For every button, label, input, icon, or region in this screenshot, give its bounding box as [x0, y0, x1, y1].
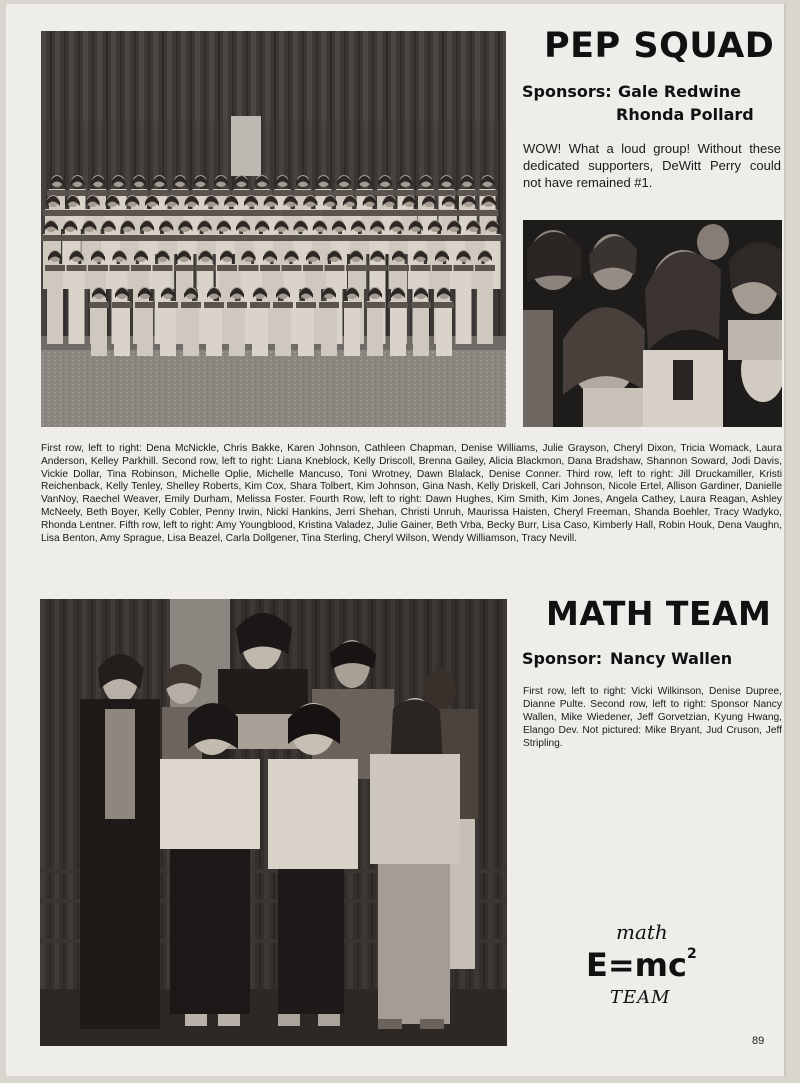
math-team-sponsor-name: Nancy Wallen [610, 649, 733, 668]
pep-squad-blurb: WOW! What a loud group! Without these dedicated supporters, DeWitt Perry could not have remained #1. [523, 141, 781, 190]
math-team-title: MATH TEAM [546, 594, 772, 633]
math-doodle-top: math [616, 920, 668, 944]
pep-squad-title: PEP SQUAD [544, 26, 775, 66]
pep-squad-candid-image [523, 220, 782, 427]
pep-squad-sponsor-1: Gale Redwine [618, 82, 741, 101]
math-team-group-photo [40, 599, 507, 1046]
math-doodle-bottom: TEAM [610, 987, 671, 1008]
math-doodle-exponent: 2 [686, 946, 697, 962]
pep-squad-group-photo [41, 31, 506, 427]
yearbook-page [6, 4, 786, 1076]
math-doodle-formula [586, 946, 697, 984]
math-team-caption: First row, left to right: Vicki Wilkinson, Denise Dupree, Dianne Pulte. Second row, left to right: Sponsor Nancy Wallen, Mike Wiedener, Jeff Gorvetzian, Kyung Hwang, Elango Dev. Not pictured: Mike Bryant, Jud Cruson, Jeff Stripling. [523, 686, 782, 749]
pep-squad-sponsor-2: Rhonda Pollard [616, 105, 754, 124]
pep-squad-photo-image [41, 31, 506, 427]
math-team-sponsor-label: Sponsor: [522, 649, 603, 668]
page-number: 89 [752, 1035, 765, 1047]
math-doodle-formula-text: E=mc [586, 946, 687, 984]
math-team-photo-image [40, 599, 507, 1046]
pep-squad-caption: First row, left to right: Dena McNickle, Chris Bakke, Karen Johnson, Cathleen Chapman, Denise Williams, Julie Grayson, Cheryl Dixon, Tricia Womack, Laura Anderson, Kelley Parkhill. Second row, left to right: Liana Kneblock, Kelly Driscoll, Brenna Gailey, Alicia Blackmon, Dana Bradshaw, Shannon Soward, Jodi Davis, Vickie Dollar, Tina Robinson, Michelle Oplie, Michelle Mancuso, Toni Wrotney, Dawn Blalack, Denise Conner. Third row, left to right: Jill Druckamiller, Kristi Reichenback, Kelly Tenley, Shelley Roberts, Kim Cox, Shara Tolbert, Kim Johnson, Gina Nash, Kelly Driskell, Cari Johnson, Nicole Ertel, Allison Gardiner, Danielle VanNoy, Raechel Weaver, Emily Durham, Melissa Foster. Fourth Row, left to right: Dawn Hughes, Kim Smith, Kim Jones, Angela Cathey, Laura Reagan, Ashley McNeely, Beth Boyer, Kelly Cobler, Penny Irwin, Nicki Hankins, Jerri Shehan, Christi Unruh, Maurissa Haisten, Cheryl Freeman, Shanda Boehler, Tracy Wadyko, Rhonda Lentner. Fifth row, left to right: Amy Youngblood, Kristina Valadez, Julie Gainer, Beth Vrba, Becky Burr, Lisa Caso, Kimberly Hall, Robin Houk, Dena Vaughn, Lisa Benton, Amy Sprague, Lisa Beazel, Carla Dollgener, Tina Sterling, Cheryl Wilson, Wendy Williamson, Tracy Nevill. [41, 443, 782, 544]
pep-squad-sponsors-label: Sponsors: [522, 82, 612, 101]
pep-squad-candid-photo [523, 220, 782, 427]
